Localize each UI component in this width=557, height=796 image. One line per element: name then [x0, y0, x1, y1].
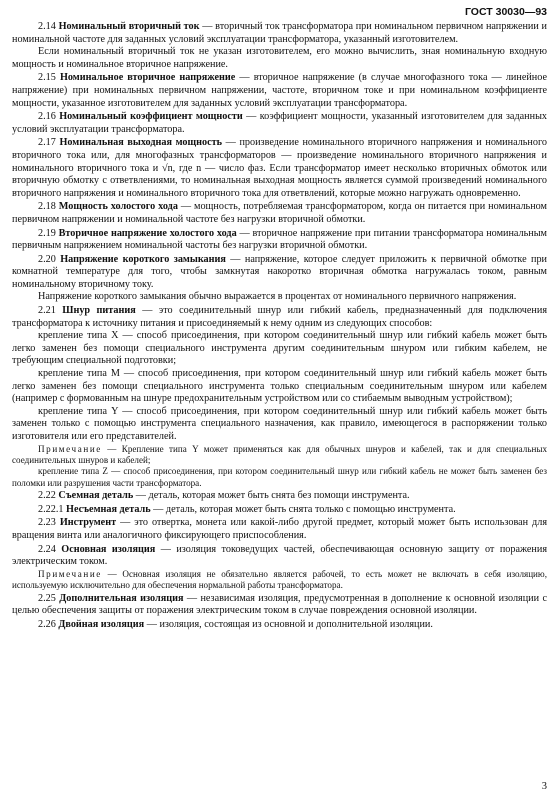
- term-definition: [12, 254, 547, 292]
- term-name: Двойная изоляция: [58, 618, 145, 630]
- paragraph-text: — деталь, которая может быть снята без помощи инструмента.: [133, 490, 410, 502]
- clause-number: 2.23: [38, 517, 60, 529]
- term-name: Номинальная выходная мощность: [59, 137, 222, 149]
- term-name: Номинальный коэффициент мощности: [59, 111, 243, 123]
- clause-number: 2.14: [38, 21, 59, 32]
- note-paragraph: [12, 466, 547, 489]
- term-name: Дополнительная изоляция: [59, 592, 184, 604]
- term-name: Мощность холостого хода: [58, 201, 178, 213]
- paragraph-text: крепление типа M — способ присоединения, при котором соединительный шнур или гибкий кабель может быть легко заменен без помощи специального инструмента только специальным соединительным шнуром или кабелем (например с формованным на шнуре предохранительным устройством или со стибаемым выводным устройством);: [12, 368, 547, 405]
- paragraph-text: — изоляция токоведущих частей, обеспечивающая основную защиту от поражения электрическим током.: [12, 543, 547, 568]
- paragraph-text: — напряжение, которое следует приложить к первичной обмотке при комнатной температуре для того, чтобы замкнутая накоротко вторичная обмотка нагружалась током, равным номинальному вторичному току.: [12, 253, 548, 290]
- clause-number: 2.18: [38, 201, 59, 213]
- term-definition: [12, 21, 547, 46]
- paragraph-text: — вторичное напряжение (в случае многофазного тока — линейное напряжение) при номинальных первичном напряжении, частоте, вторичном токе и при номинальном коэффициенте мощности, указанное изготовителем для заданных условий эксплуатации трансформатора.: [12, 72, 548, 109]
- paragraph-text: — деталь, которая может быть снята только с помощью инструмента.: [150, 503, 456, 515]
- paragraph-text: — это соединительный шнур или гибкий кабель, предназначенный для подключения трансформатора к источнику питания и присоединяемый к нему одним из следующих способов:: [12, 305, 548, 329]
- term-name: Номинальное вторичное напряжение: [59, 72, 236, 84]
- clause-number: 2.26: [38, 618, 59, 630]
- body-paragraph: [12, 406, 547, 444]
- clause-number: 2.25: [38, 592, 60, 604]
- paragraph-text: крепление типа Y — способ присоединения, при котором соединительный шнур или гибкий кабель может быть заменен только с помощью инструмента специального назначения, как правило, имеющегося в распоряжении только изготовителя или его представителей.: [12, 405, 547, 442]
- clause-number: 2.20: [38, 253, 61, 265]
- body-paragraph: [12, 46, 547, 71]
- term-definition: [12, 137, 547, 200]
- paragraph-text: — независимая изоляция, предусмотренная в дополнение к основной изоляции с целью обеспечения защиты от поражения электрическим током в случае повреждения основной изоляции.: [12, 592, 547, 617]
- paragraph-text: крепление типа Z — способ присоединения, при котором соединительный шнур или гибкий кабель не может быть заменен без поломки или разрушения части трансформатора.: [12, 466, 547, 488]
- paragraph-text: — коэффициент мощности, указанный изготовителем для заданных условий эксплуатации трансформатора.: [12, 111, 548, 135]
- term-definition: [12, 201, 547, 226]
- paragraph-text: Если номинальный вторичный ток не указан изготовителем, его можно вычислить, зная номинальную входную мощность и номинальное вторичное напряжение.: [12, 46, 547, 70]
- body-paragraph: [12, 368, 547, 406]
- clause-number: 2.21: [38, 305, 63, 317]
- term-name: Основная изоляция: [61, 543, 156, 555]
- term-definition: [12, 619, 547, 632]
- paragraph-text: Напряжение короткого замыкания обычно выражается в процентах от номинального первичного напряжения.: [38, 291, 517, 303]
- paragraph-text: — произведение номинального вторичного напряжения и номинального вторичного тока или, для многофазных трансформаторов — произведение номинального вторичного напряжения и номинального вторичного тока и √n, где n — число фаз. Если трансформатор имеет несколько вторичных обмоток или вторичную обмотку с ответвлениями, то номинальная выходная мощность является суммой произведений номинального вторичного напряжения и номинального вторичного тока для ответвлений, которые можно нагружать одновременно.: [12, 137, 547, 199]
- paragraph-text: — Основная изоляция не обязательно является рабочей, то есть может не включать в себя изоляцию, используемую исключительно для обеспечения нормальной работы трансформатора.: [12, 568, 547, 591]
- paragraph-text: — мощность, потребляемая трансформатором, когда он питается при номинальном первичном напряжении и номинальной частоте без нагрузки вторичной обмотки.: [12, 201, 547, 225]
- clause-number: 2.17: [38, 137, 60, 149]
- document-body: [12, 21, 547, 631]
- term-definition: [12, 504, 547, 517]
- paragraph-text: — вторичный ток трансформатора при номинальном первичном напряжении и номинальной частоте для заданных условий эксплуатации трансформатора, указанный изготовителем.: [12, 21, 547, 45]
- note-paragraph: [12, 569, 547, 592]
- clause-number: 2.19: [38, 227, 59, 239]
- term-name: Номинальный вторичный ток: [58, 21, 200, 32]
- term-name: Несъемная деталь: [66, 503, 151, 515]
- paragraph-text: — Крепление типа Y может применяться как для обычных шнуров и кабелей, так и для специальных соединительных шнуров и кабелей;: [12, 443, 547, 465]
- paragraph-text: — изоляция, состоящая из основной и дополнительной изоляции.: [144, 618, 433, 630]
- term-definition: [12, 517, 547, 542]
- term-definition: [12, 490, 547, 503]
- clause-number: 2.22: [38, 490, 59, 502]
- page-number: 3: [541, 781, 547, 792]
- term-definition: [12, 72, 547, 110]
- paragraph-text: крепление типа X — способ присоединения, при котором соединительный шнур или гибкий кабель может быть легко заменен без помощи специального инструмента другим соединительным шнуром или гибким кабелем, не требующим специальной подготовки;: [12, 330, 547, 367]
- term-definition: [12, 228, 547, 253]
- clause-number: 2.15: [38, 72, 60, 84]
- term-name: Напряжение короткого замыкания: [60, 253, 226, 265]
- note-label: Примечание: [38, 443, 102, 454]
- term-definition: [12, 593, 547, 618]
- clause-number: 2.24: [38, 543, 62, 555]
- document-header: ГОСТ 30030—93: [464, 6, 547, 18]
- paragraph-text: — вторичное напряжение при питании трансформатора номинальным первичным напряжением номинальной частоты без нагрузки вторичной обмотки.: [12, 227, 548, 252]
- term-definition: [12, 544, 547, 569]
- term-name: Инструмент: [59, 517, 117, 529]
- term-name: Шнур питания: [62, 305, 136, 317]
- paragraph-text: — это отвертка, монета или какой-либо другой предмет, который может быть использован для вращения винта или аналогичного фиксирующего приспособления.: [12, 517, 548, 541]
- note-paragraph: [12, 444, 547, 467]
- term-definition: [12, 305, 547, 330]
- clause-number: 2.16: [38, 111, 60, 123]
- body-paragraph: [12, 330, 547, 368]
- body-paragraph: [12, 291, 547, 304]
- term-name: Съемная деталь: [58, 490, 134, 502]
- term-definition: [12, 111, 547, 136]
- term-name: Вторичное напряжение холостого хода: [58, 227, 237, 239]
- clause-number: 2.22.1: [38, 503, 67, 515]
- note-label: Примечание: [38, 568, 102, 579]
